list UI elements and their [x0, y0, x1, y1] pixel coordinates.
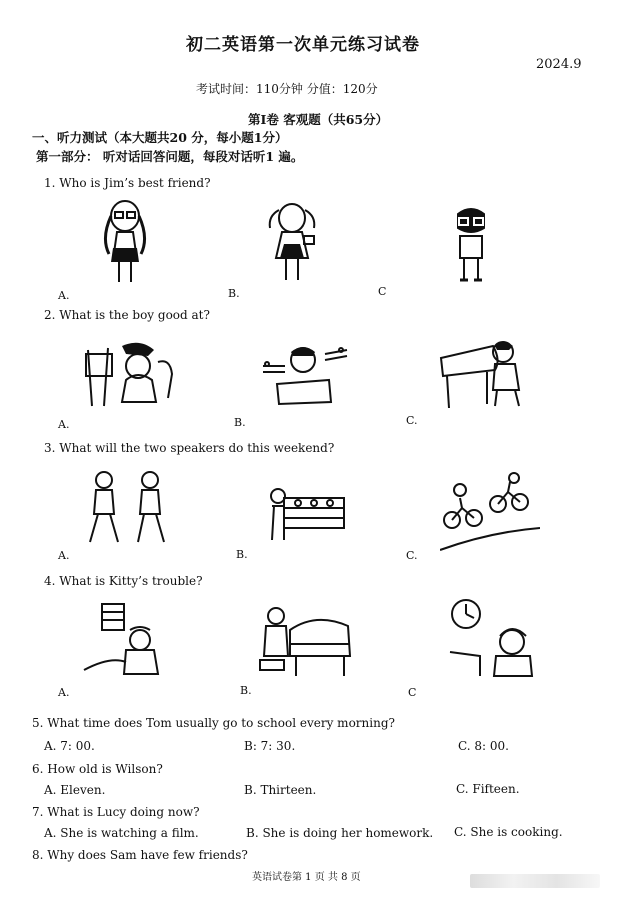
q3-label-c: C.: [406, 549, 418, 562]
part1-heading: 一、听力测试（本大题共20 分，每小题1分）: [32, 130, 288, 145]
question-4: 4. What is Kitty’s trouble?: [44, 574, 203, 588]
q5-option-b: B: 7: 30.: [244, 739, 296, 753]
boy-with-glasses-icon: [448, 204, 494, 284]
q1-label-c: C: [378, 285, 387, 298]
q4-label-b: B.: [240, 684, 252, 697]
boy-playing-piano-icon: [437, 338, 529, 410]
q6-option-a: A. Eleven.: [44, 783, 106, 797]
two-people-cycling-icon: [440, 472, 540, 552]
girl-reading-icon: [80, 600, 170, 678]
q6-option-b: B. Thirteen.: [244, 783, 317, 797]
q4-label-a: A.: [58, 686, 70, 699]
child-at-piano-icon: [256, 600, 356, 680]
girl-with-clock-icon: [440, 596, 540, 680]
exam-info: 考试时间：110分钟 分值：120分: [196, 82, 378, 96]
question-1: 1. Who is Jim’s best friend?: [44, 176, 211, 190]
q5-option-a: A. 7: 00.: [44, 739, 95, 753]
q7-option-b: B. She is doing her homework.: [246, 826, 434, 840]
q3-label-b: B.: [236, 548, 248, 561]
two-people-walking-icon: [80, 470, 176, 546]
q1-label-b: B.: [228, 287, 240, 300]
watermark-blur: [470, 874, 600, 888]
q4-label-c: C: [408, 686, 417, 699]
question-5: 5. What time does Tom usually go to school every morning?: [32, 716, 395, 730]
food-stall-icon: [268, 484, 354, 544]
q7-option-c: C. She is cooking.: [454, 825, 563, 839]
page-title: 初二英语第一次单元练习试卷: [186, 35, 420, 55]
q7-option-a: A. She is watching a film.: [44, 826, 199, 840]
volume-heading: 第I卷 客观题（共65分）: [248, 112, 389, 127]
question-3: 3. What will the two speakers do this weekend?: [44, 441, 335, 455]
question-7: 7. What is Lucy doing now?: [32, 805, 200, 819]
q2-label-b: B.: [234, 416, 246, 429]
page-footer: 英语试卷第 1 页 共 8 页: [252, 872, 361, 883]
q1-label-a: A.: [58, 289, 70, 302]
boy-singing-music-icon: [255, 344, 351, 406]
question-2: 2. What is the boy good at?: [44, 308, 210, 322]
drawing-easel-icon: [78, 340, 178, 410]
q3-label-a: A.: [58, 549, 70, 562]
exam-date: 2024.9: [536, 57, 582, 72]
q6-option-c: C. Fifteen.: [456, 782, 520, 796]
question-6: 6. How old is Wilson?: [32, 762, 163, 776]
girl-with-pigtails-icon: [260, 198, 324, 284]
q5-option-c: C. 8: 00.: [458, 739, 509, 753]
q2-label-a: A.: [58, 418, 70, 431]
question-8: 8. Why does Sam have few friends?: [32, 848, 248, 862]
part1-subheading: 第一部分： 听对话回答问题，每段对话听1 遍。: [36, 149, 304, 164]
girl-with-glasses-icon: [95, 198, 155, 286]
q2-label-c: C.: [406, 414, 418, 427]
